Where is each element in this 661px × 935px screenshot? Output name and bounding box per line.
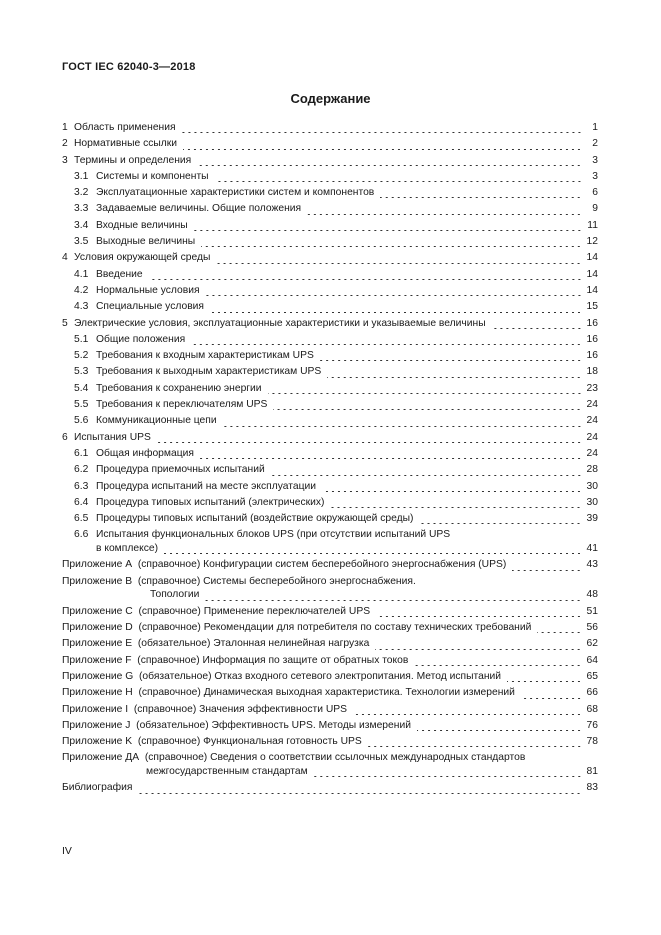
toc-entry[interactable] xyxy=(62,511,598,527)
toc-entry[interactable] xyxy=(62,136,598,152)
toc-entry-label xyxy=(62,653,408,669)
toc-entry-page: 3 xyxy=(584,153,598,169)
toc-entry-number: Приложение J xyxy=(62,719,131,731)
toc-entry-label xyxy=(74,169,209,185)
page-number: IV xyxy=(62,845,72,857)
toc-entry-page: 65 xyxy=(584,669,598,685)
toc-entry-label xyxy=(74,364,321,380)
toc-entry-title: Специальные условия xyxy=(96,301,204,313)
toc-entry[interactable] xyxy=(62,218,598,234)
toc-entry-label xyxy=(62,557,506,573)
toc-entry-label xyxy=(62,604,370,620)
toc-entry-page: 48 xyxy=(584,587,598,603)
dot-leader xyxy=(375,649,582,650)
toc-entry-label xyxy=(62,136,177,152)
toc-entry-number: 6.6 xyxy=(74,529,89,541)
toc-entry-number: 5.6 xyxy=(74,415,89,427)
toc-entry-page: 15 xyxy=(584,299,598,315)
toc-entry-page: 14 xyxy=(584,267,598,283)
toc-entry-number: 6.4 xyxy=(74,496,89,508)
toc-entry-label xyxy=(74,479,316,495)
toc-entry-title-continued: межгосударственным стандартам xyxy=(146,766,308,778)
toc-entry-page: 43 xyxy=(584,557,598,573)
dot-leader xyxy=(353,714,582,715)
toc-entry-title: (обязательное) Эталонная нелинейная нагрузка xyxy=(137,638,370,650)
toc-entry-number: Приложение B xyxy=(62,575,133,587)
dot-leader xyxy=(507,681,582,682)
toc-entry-number: 6.3 xyxy=(74,480,89,492)
toc-entry-title: (справочное) Функциональная готовность UPS xyxy=(137,736,362,748)
toc-entry-page: 2 xyxy=(584,136,598,152)
toc-entry-page: 83 xyxy=(584,780,598,796)
toc-entry[interactable] xyxy=(62,557,598,573)
dot-leader xyxy=(149,279,582,280)
toc-entry-label xyxy=(74,495,324,511)
dot-leader xyxy=(320,360,582,361)
dot-leader xyxy=(210,312,582,313)
toc-entry-page: 30 xyxy=(584,479,598,495)
toc-entry-label xyxy=(62,620,531,636)
toc-entry-label xyxy=(74,283,200,299)
toc-entry[interactable] xyxy=(62,283,598,299)
toc-entry-page: 81 xyxy=(584,764,598,780)
toc-entry-number: 6.2 xyxy=(74,464,89,476)
dot-leader xyxy=(492,328,582,329)
toc-entry-page: 16 xyxy=(584,348,598,364)
toc-entry[interactable] xyxy=(62,299,598,315)
toc-entry-title: (справочное) Сведения о соответствии ссылочных международных стандартов xyxy=(144,752,526,764)
toc-entry-title: Область применения xyxy=(74,122,176,133)
toc-entry-label xyxy=(62,718,411,734)
toc-entry-page: 56 xyxy=(584,620,598,636)
dot-leader xyxy=(273,409,582,410)
toc-entry-page: 62 xyxy=(584,636,598,652)
toc-entry[interactable] xyxy=(62,702,598,718)
toc-entry-number: Приложение H xyxy=(62,687,133,699)
toc-entry-title: Нормативные ссылки xyxy=(74,138,178,150)
toc-entry-title: Требования к переключателям UPS xyxy=(96,399,268,411)
dot-leader xyxy=(205,600,582,601)
toc-entry-label xyxy=(62,780,132,796)
toc-entry-title: Введение xyxy=(96,268,143,280)
toc-entry-page: 14 xyxy=(584,250,598,266)
toc-entry-title: (справочное) Конфигурации систем бесперебойного энергоснабжения (UPS) xyxy=(137,559,507,571)
toc-entry-page: 18 xyxy=(584,364,598,380)
toc-entry[interactable] xyxy=(62,364,598,380)
toc-entry-number: Приложение G xyxy=(62,670,134,682)
toc-entry-label xyxy=(62,430,151,446)
toc-entry[interactable] xyxy=(62,574,598,604)
toc-entry-label xyxy=(74,446,194,462)
toc-entry-title: Требования к входным характеристикам UPS xyxy=(96,350,314,362)
toc-entry[interactable] xyxy=(62,348,598,364)
toc-entry-page: 41 xyxy=(584,541,598,557)
toc-entry-number: 4.2 xyxy=(74,284,89,296)
dot-leader xyxy=(271,475,582,476)
toc-entry-label xyxy=(62,734,362,750)
dot-leader xyxy=(164,553,582,554)
toc-entry[interactable] xyxy=(62,604,598,620)
toc-entry-title: Испытания функциональных блоков UPS (при отсутствии испытаний UPS xyxy=(96,529,451,541)
toc-entry-title: Требования к выходным характеристикам UPS xyxy=(96,366,322,378)
toc-entry-title: Термины и определения xyxy=(74,154,192,166)
toc-entry-title: Библиография xyxy=(62,782,133,794)
toc-entry-label xyxy=(74,511,413,527)
toc-entry-label xyxy=(74,299,204,315)
toc-entry[interactable] xyxy=(62,718,598,734)
toc-entry[interactable] xyxy=(62,446,598,462)
toc-entry-number: Приложение E xyxy=(62,638,133,650)
toc-entry-number: 4.1 xyxy=(74,268,89,280)
toc-entry-title-continued: в комплексе) xyxy=(96,543,158,555)
toc-entry-number: 5.4 xyxy=(74,382,89,394)
toc-entry-label xyxy=(62,702,347,718)
toc-entry-number: Приложение I xyxy=(62,703,129,715)
toc-entry-page: 12 xyxy=(584,234,598,250)
toc-entry-page: 14 xyxy=(584,283,598,299)
toc-entry-page: 11 xyxy=(584,218,598,234)
toc-entry-page: 76 xyxy=(584,718,598,734)
toc-entry-label xyxy=(74,201,301,217)
toc-entry-page: 23 xyxy=(584,381,598,397)
toc-entry-label xyxy=(62,636,369,652)
toc-entry-number: 5.3 xyxy=(74,366,89,378)
toc-entry-page: 24 xyxy=(584,413,598,429)
toc-entry-page: 1 xyxy=(584,120,598,136)
toc-entry-label xyxy=(62,120,176,136)
toc-entry-title: Испытания UPS xyxy=(74,431,151,443)
toc-entry-label xyxy=(62,250,210,266)
toc-entry-page: 24 xyxy=(584,446,598,462)
toc-entry-label xyxy=(74,348,314,364)
toc-entry[interactable] xyxy=(62,462,598,478)
toc-entry-number: Приложение A xyxy=(62,559,133,571)
table-of-contents xyxy=(62,120,598,797)
page-title: Содержание xyxy=(290,91,371,106)
toc-entry-number: 5 xyxy=(62,317,68,329)
toc-entry[interactable] xyxy=(62,527,598,557)
toc-entry-title: Входные величины xyxy=(96,219,188,231)
toc-entry-page: 9 xyxy=(584,201,598,217)
dot-leader xyxy=(216,263,582,264)
toc-entry-label xyxy=(74,413,217,429)
toc-entry-number: 6.5 xyxy=(74,513,89,525)
toc-entry[interactable] xyxy=(62,234,598,250)
dot-leader xyxy=(380,197,582,198)
toc-entry-label xyxy=(62,574,416,590)
dot-leader xyxy=(182,132,582,133)
toc-entry[interactable] xyxy=(62,185,598,201)
toc-entry-number: 3.2 xyxy=(74,187,89,199)
toc-entry-page: 30 xyxy=(584,495,598,511)
toc-entry-title: Общие положения xyxy=(96,333,186,345)
toc-entry-title: Задаваемые величины. Общие положения xyxy=(96,203,302,215)
toc-entry-number: 3.3 xyxy=(74,203,89,215)
toc-entry-title: Процедуры типовых испытаний (воздействие окружающей среды) xyxy=(96,513,414,525)
toc-entry-title: Коммуникационные цепи xyxy=(96,415,217,427)
toc-entry-label xyxy=(74,397,267,413)
toc-entry-title: Процедура испытаний на месте эксплуатации xyxy=(96,480,317,492)
toc-entry-number: 3.5 xyxy=(74,236,89,248)
toc-entry-title: Процедура типовых испытаний (электрических) xyxy=(96,496,325,508)
dot-leader xyxy=(314,776,582,777)
toc-entry-number: 5.1 xyxy=(74,333,89,345)
toc-entry-title: Общая информация xyxy=(96,447,194,459)
toc-entry[interactable] xyxy=(62,332,598,348)
toc-entry-label xyxy=(62,153,191,169)
dot-leader xyxy=(200,458,582,459)
toc-entry-title: (справочное) Рекомендации для потребителя по составу технических требований xyxy=(138,622,532,634)
toc-entry[interactable] xyxy=(62,636,598,652)
toc-entry-title: Выходные величины xyxy=(96,236,196,248)
toc-entry-title: (справочное) Системы бесперебойного энергоснабжения. xyxy=(137,575,416,587)
toc-entry-title: Нормальные условия xyxy=(96,284,200,296)
toc-entry-title: (обязательное) Эффективность UPS. Методы измерений xyxy=(136,719,411,731)
toc-entry-number: 5.2 xyxy=(74,350,89,362)
dot-leader xyxy=(206,295,582,296)
toc-entry-number: Приложение K xyxy=(62,736,133,748)
toc-entry-title: Системы и компоненты xyxy=(96,170,209,182)
toc-entry[interactable] xyxy=(62,653,598,669)
toc-entry-title: Электрические условия, эксплуатационные характеристики и указываемые величины xyxy=(74,317,486,329)
toc-entry-label xyxy=(74,185,374,201)
toc-entry-title: Эксплуатационные характеристики систем и компонентов xyxy=(96,187,375,199)
toc-entry-number: 6.1 xyxy=(74,447,89,459)
toc-entry-page: 24 xyxy=(584,430,598,446)
toc-entry-title: (справочное) Информация по защите от обратных токов xyxy=(137,654,409,666)
toc-entry-label xyxy=(74,381,262,397)
dot-leader xyxy=(521,698,582,699)
toc-entry-number: 2 xyxy=(62,138,68,150)
toc-entry[interactable] xyxy=(62,734,598,750)
toc-entry[interactable] xyxy=(62,267,598,283)
toc-entry-label xyxy=(74,218,188,234)
toc-entry-number: Приложение D xyxy=(62,622,133,634)
toc-entry-title: (справочное) Динамическая выходная характеристика. Технологии измерений xyxy=(138,687,515,699)
toc-entry-page: 24 xyxy=(584,397,598,413)
toc-entry-number: 4 xyxy=(62,252,68,264)
dot-leader xyxy=(419,523,582,524)
toc-entry[interactable] xyxy=(62,669,598,685)
toc-entry[interactable] xyxy=(62,169,598,185)
toc-entry-number: Приложение ДА xyxy=(62,752,140,764)
toc-entry-page: 39 xyxy=(584,511,598,527)
dot-leader xyxy=(157,442,582,443)
dot-leader xyxy=(138,793,582,794)
toc-entry-title-continued: Топологии xyxy=(150,589,200,601)
toc-entry[interactable] xyxy=(62,685,598,701)
document-code: ГОСТ IEC 62040-3—2018 xyxy=(62,61,196,73)
dot-leader xyxy=(537,632,582,633)
toc-entry[interactable] xyxy=(62,495,598,511)
dot-leader xyxy=(223,426,582,427)
toc-entry[interactable] xyxy=(62,780,598,796)
toc-entry-label xyxy=(74,332,185,348)
toc-entry[interactable] xyxy=(62,750,598,780)
dot-leader xyxy=(191,344,582,345)
toc-entry[interactable] xyxy=(62,620,598,636)
toc-entry[interactable] xyxy=(62,397,598,413)
toc-entry-label xyxy=(74,234,195,250)
dot-leader xyxy=(376,616,582,617)
dot-leader xyxy=(201,246,582,247)
toc-entry-number: 3 xyxy=(62,154,68,166)
dot-leader xyxy=(194,230,582,231)
toc-entry[interactable] xyxy=(62,250,598,266)
toc-entry-page: 3 xyxy=(584,169,598,185)
toc-entry-title: (обязательное) Отказ входного сетевого электропитания. Метод испытаний xyxy=(139,670,502,682)
dot-leader xyxy=(322,491,582,492)
toc-entry[interactable] xyxy=(62,381,598,397)
toc-entry-label xyxy=(62,669,501,685)
toc-entry-label xyxy=(62,316,486,332)
toc-entry-title: Условия окружающей среды xyxy=(74,252,211,264)
dot-leader xyxy=(215,181,582,182)
toc-entry-page: 51 xyxy=(584,604,598,620)
dot-leader xyxy=(183,149,582,150)
toc-entry-number: 1 xyxy=(62,122,68,133)
toc-entry[interactable] xyxy=(62,430,598,446)
toc-entry-title: (справочное) Значения эффективности UPS xyxy=(133,703,348,715)
dot-leader xyxy=(268,393,582,394)
toc-entry-page: 6 xyxy=(584,185,598,201)
toc-entry[interactable] xyxy=(62,153,598,169)
dot-leader xyxy=(368,746,582,747)
toc-entry-number: 3.4 xyxy=(74,219,89,231)
toc-entry[interactable] xyxy=(62,479,598,495)
dot-leader xyxy=(307,214,582,215)
toc-entry-page: 66 xyxy=(584,685,598,701)
dot-leader xyxy=(417,730,582,731)
toc-entry-page: 28 xyxy=(584,462,598,478)
toc-entry-number: 3.1 xyxy=(74,170,89,182)
dot-leader xyxy=(330,507,582,508)
toc-entry-label xyxy=(62,685,515,701)
toc-entry-number: Приложение C xyxy=(62,605,133,617)
toc-entry-number: 6 xyxy=(62,431,68,443)
toc-entry-page: 64 xyxy=(584,653,598,669)
dot-leader xyxy=(414,665,582,666)
toc-entry-title: (справочное) Применение переключателей UPS xyxy=(138,605,371,617)
toc-entry[interactable] xyxy=(62,413,598,429)
toc-entry-number: Приложение F xyxy=(62,654,132,666)
toc-entry-number: 5.5 xyxy=(74,399,89,411)
toc-entry-number: 4.3 xyxy=(74,301,89,313)
toc-entry-title: Требования к сохранению энергии xyxy=(96,382,262,394)
dot-leader xyxy=(327,377,582,378)
toc-entry-title: Процедура приемочных испытаний xyxy=(96,464,265,476)
toc-entry-page: 16 xyxy=(584,332,598,348)
toc-entry-page: 68 xyxy=(584,702,598,718)
toc-entry[interactable] xyxy=(62,201,598,217)
toc-entry-page: 78 xyxy=(584,734,598,750)
toc-entry[interactable] xyxy=(62,120,598,136)
dot-leader xyxy=(197,165,582,166)
toc-entry-page: 16 xyxy=(584,316,598,332)
toc-entry-label xyxy=(74,267,143,283)
toc-entry-label xyxy=(74,462,265,478)
dot-leader xyxy=(512,570,582,571)
toc-entry[interactable] xyxy=(62,316,598,332)
